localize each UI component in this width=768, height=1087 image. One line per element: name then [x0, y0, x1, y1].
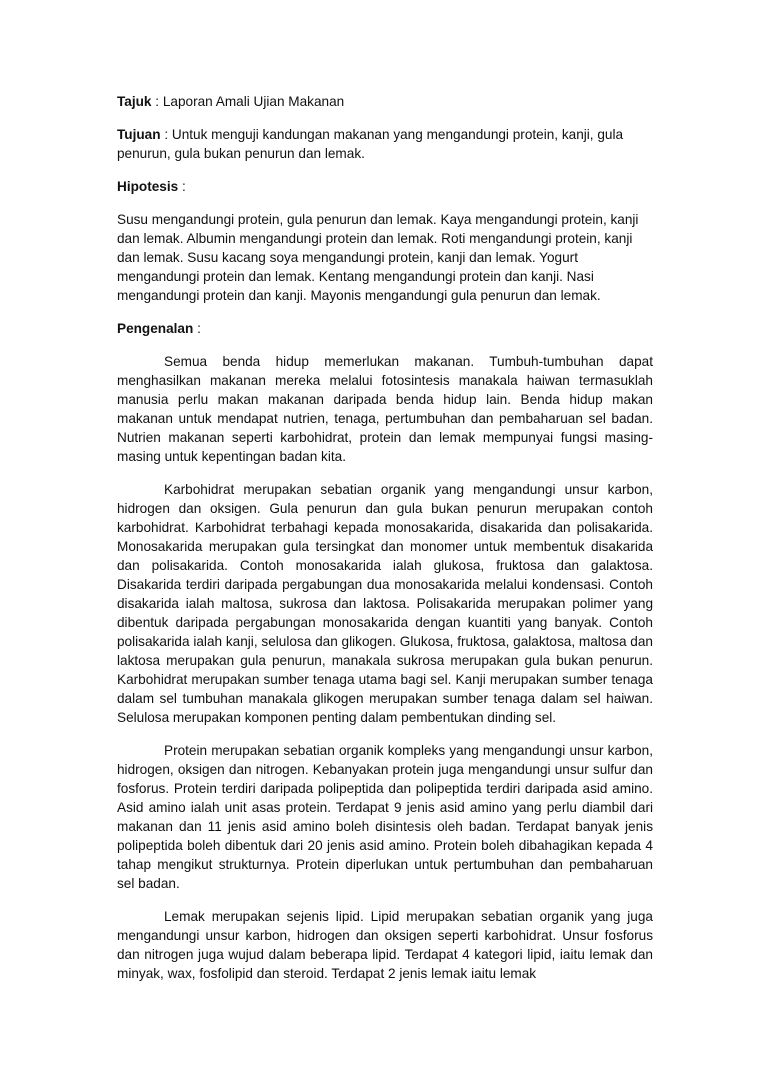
- intro-paragraph-4: Lemak merupakan sejenis lipid. Lipid merupakan sebatian organik yang juga mengandungi unsur karbon, hidrogen dan oksigen seperti karbohidrat. Unsur fosforus dan nitrogen juga wujud dalam beberapa lipid. Terdapat 4 kategori lipid, iaitu lemak dan minyak, wax, fosfolipid dan steroid. Terdapat 2 jenis lemak iaitu lemak: [117, 909, 653, 981]
- hypothesis-text: Susu mengandungi protein, gula penurun dan lemak. Kaya mengandungi protein, kanji dan lemak. Albumin mengandungi protein dan lemak. Roti mengandungi protein, kanji dan lemak. Susu kacang soya mengandungi protein, kanji dan lemak. Yogurt mengandungi protein dan lemak. Kentang mengandungi protein dan kanji. Nasi mengandungi protein dan kanji. Mayonis mengandungi gula penurun dan lemak.: [117, 212, 639, 303]
- title-text: Laporan Amali Ujian Makanan: [162, 94, 345, 109]
- aim-text: Untuk menguji kandungan makanan yang mengandungi protein, kanji, gula penurun, gula bukan penurun dan lemak.: [117, 127, 624, 161]
- aim-separator: :: [160, 127, 172, 142]
- intro-paragraph-3: Protein merupakan sebatian organik kompleks yang mengandungi unsur karbon, hidrogen, oksigen dan nitrogen. Kebanyakan protein juga mengandungi unsur sulfur dan fosforus. Protein terdiri daripada polipeptida dan polipeptida terdiri daripada asid amino. Asid amino ialah unit asas protein. Terdapat 9 jenis asid amino yang perlu diambil dari makanan dan 11 jenis asid amino boleh disintesis oleh badan. Terdapat banyak jenis polipeptida boleh dibentuk dari 20 jenis asid amino. Protein boleh dibahagikan kepada 4 tahap mengikut strukturnya. Protein diperlukan untuk pertumbuhan dan pembaharuan sel badan.: [117, 743, 653, 891]
- hypothesis-separator: :: [178, 179, 186, 194]
- introduction-separator: :: [193, 321, 201, 336]
- introduction-heading: [117, 319, 653, 338]
- introduction-label: Pengenalan: [117, 321, 194, 336]
- aim-label: Tujuan: [117, 127, 161, 142]
- intro-paragraph-1: Semua benda hidup memerlukan makanan. Tumbuh-tumbuhan dapat menghasilkan makanan mereka melalui fotosintesis manakala haiwan termasuklah manusia perlu makan makanan daripada benda hidup lain. Benda hidup makan makanan untuk mendapat nutrien, tenaga, pertumbuhan dan pembaharuan sel badan. Nutrien makanan seperti karbohidrat, protein dan lemak mempunyai fungsi masing-masing untuk kepentingan badan kita.: [117, 354, 653, 464]
- hypothesis-heading: [117, 177, 653, 196]
- title-line: [117, 92, 653, 111]
- hypothesis-label: Hipotesis: [117, 179, 179, 194]
- title-separator: :: [151, 94, 163, 109]
- title-label: Tajuk: [117, 94, 152, 109]
- document-page: [117, 92, 653, 997]
- aim-line: [117, 125, 653, 163]
- intro-paragraph-2: Karbohidrat merupakan sebatian organik yang mengandungi unsur karbon, hidrogen dan oksigen. Gula penurun dan gula bukan penurun merupakan contoh karbohidrat. Karbohidrat terbahagi kepada monosakarida, disakarida dan polisakarida. Monosakarida merupakan gula tersingkat dan monomer untuk membentuk disakarida dan polisakarida. Contoh monosakarida ialah glukosa, fruktosa dan galaktosa. Disakarida terdiri daripada pergabungan dua monosakarida melalui kondensasi. Contoh disakarida ialah maltosa, sukrosa dan laktosa. Polisakarida merupakan polimer yang dibentuk daripada pergabungan monosakarida dengan kuantiti yang banyak. Contoh polisakarida ialah kanji, selulosa dan glikogen. Glukosa, fruktosa, galaktosa, maltosa dan laktosa merupakan gula penurun, manakala sukrosa merupakan gula bukan penurun. Karbohidrat merupakan sumber tenaga utama bagi sel. Kanji merupakan sumber tenaga dalam sel tumbuhan manakala glikogen merupakan sumber tenaga dalam sel haiwan. Selulosa merupakan komponen penting dalam pembentukan dinding sel.: [117, 482, 653, 725]
